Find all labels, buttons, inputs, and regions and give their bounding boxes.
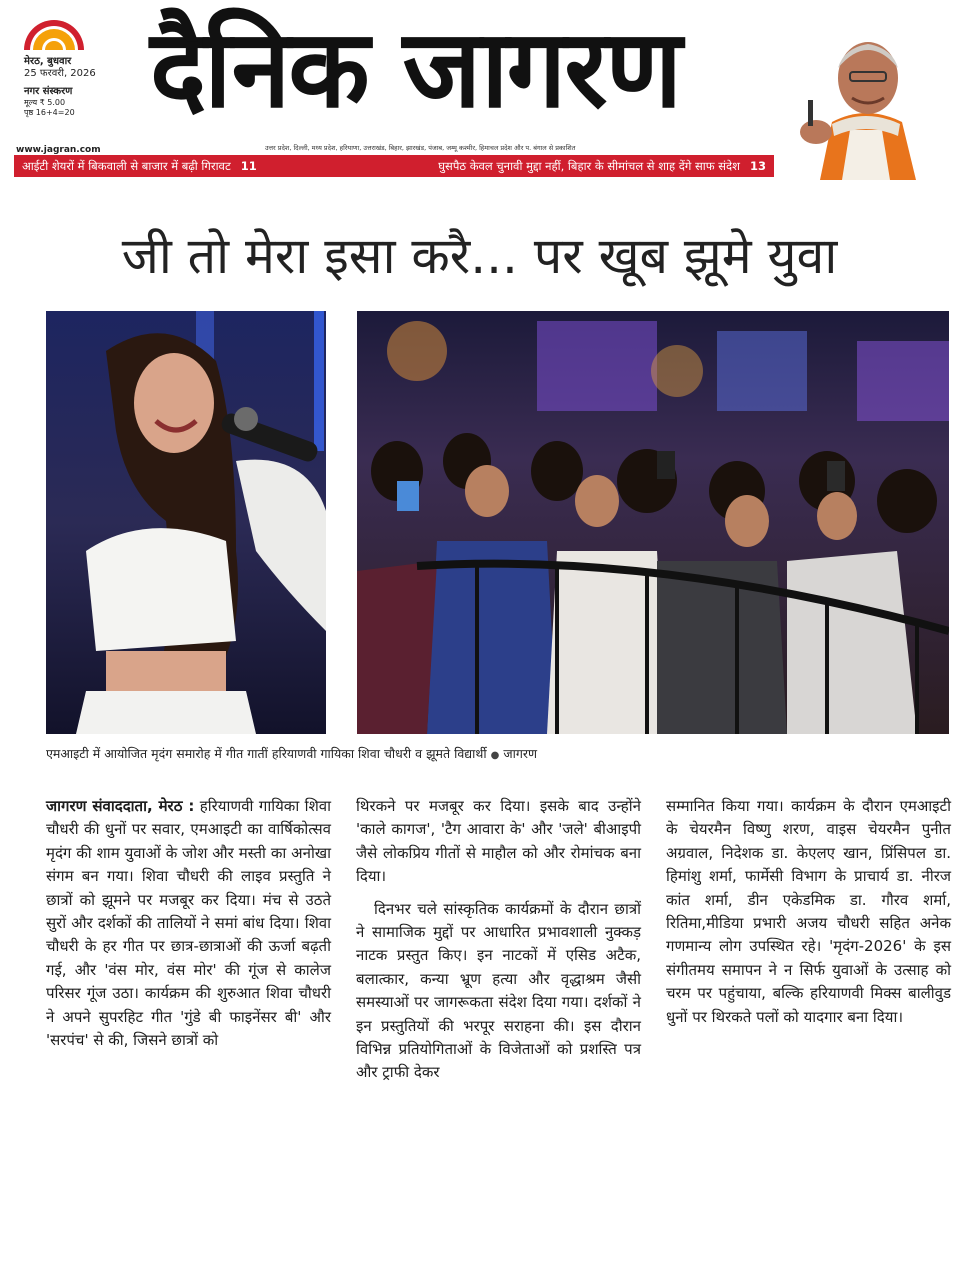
article-column-1	[46, 795, 331, 1052]
edition-name: नगर संस्करण	[24, 86, 73, 97]
article-column-3	[666, 795, 951, 1029]
article-column-2	[356, 795, 641, 1085]
headline: जी तो मेरा इसा करै... पर खूब झूमे युवा	[121, 227, 838, 285]
teaser-right-page: 13	[749, 159, 766, 173]
teaser-left-text: आईटी शेयरों में बिकवाली से बाजार में बढ़ी गिरावट	[22, 159, 231, 173]
paragraph-3: दिनभर चले सांस्कृतिक कार्यक्रमों के दौरान छात्रों ने सामाजिक मुद्दों पर आधारित प्रभावशाली नुक्कड़ नाटक प्रस्तुत किए। इन नाटकों में एसिड अटैक, बलात्कार, कन्या भ्रूण हत्या और वृद्धाश्रम जैसी समस्याओं पर जागरूकता संदेश दिया गया। दर्शकों ने इन प्रस्तुतियों की भरपूर सराहना की। इस दौरान विभिन्न प्रतियोगिताओं के विजेताओं को प्रशस्ति पत्र और ट्राफी देकर	[356, 899, 641, 1082]
issue-date: 25 फरवरी, 2026	[24, 68, 96, 79]
caption-credit: जागरण	[503, 746, 538, 761]
byline: जागरण संवाददाता, मेरठ :	[46, 797, 195, 815]
caption-text: एमआइटी में आयोजित मृदंग समारोह में गीत गातीं हरियाणवी गायिका शिवा चौधरी व झूमते विद्यार्थी	[46, 746, 487, 761]
paragraph-1	[46, 795, 331, 1052]
price: मूल्य ₹ 5.00	[24, 98, 66, 107]
singer-photo	[46, 311, 326, 734]
bullet-icon: ●	[490, 750, 500, 761]
photo-caption	[46, 745, 949, 765]
teaser-right-text: घुसपैठ केवल चुनावी मुद्दा नहीं, बिहार के सीमांचल से शाह देंगे साफ संदेश	[438, 159, 740, 173]
jagran-logo-icon	[22, 16, 86, 50]
edition-info	[24, 56, 144, 118]
teaser-left[interactable]	[22, 159, 257, 174]
paragraph-4: सम्मानित किया गया। कार्यक्रम के दौरान एमआइटी के चेयरमैन विष्णु शरण, वाइस चेयरमैन पुनीत अग्रवाल, निदेशक डा. केएलए खान, प्रिंसिपल डा. हिमांशु शर्मा, फार्मेसी विभाग के प्राचार्य डा. नीरज कांत शर्मा, डीन एकेडमिक डा. गौरव शर्मा, रितिमा,मीडिया प्रभारी अजय चौधरी सहित अनेक गणमान्य लोग उपस्थित रहे। 'मृदंग-2026' के इस संगीतमय समापन ने न सिर्फ युवाओं के उत्साह को चरम पर पहुंचाया, बल्कि हरियाणवी मिक्स बालीवुड धुनों पर थिरकते पलों को यादगार बना दिया।	[666, 797, 951, 1026]
masthead	[0, 0, 959, 182]
teaser-left-page: 11	[240, 159, 257, 173]
teaser-band	[14, 155, 774, 177]
leader-photo	[780, 12, 952, 180]
paper-name: दैनिक जागरण	[150, 7, 681, 132]
page-count: पृष्ठ 16+4=20	[24, 108, 75, 117]
city-day: मेरठ, बुधवार	[24, 56, 72, 67]
website-link[interactable]: www.jagran.com	[16, 145, 101, 155]
paragraph-1-text: हरियाणवी गायिका शिवा चौधरी की धुनों पर सवार, एमआइटी का वार्षिकोत्सव मृदंग की शाम युवाओं के जोश और मस्ती का अनोखा संगम बन गया। शिवा चौधरी की लाइव प्रस्तुति ने छात्रों को झूमने पर मजबूर कर दिया। मंच से उठते सुरों और दर्शकों की तालियों ने समां बांध दिया। शिवा चौधरी के हर गीत पर छात्र-छात्राओं की ऊर्जा बढ़ती गई, और 'वंस मोर, वंस मोर' की गूंज से कालेज परिसर गूंज उठा। कार्यक्रम की शुरुआत शिवा चौधरी ने अपने सुपरहिट गीत 'गुंडे बी फाइनेंसर बी' और 'सरपंच' से की, जिसने छात्रों को	[46, 797, 331, 1050]
paragraph-2: थिरकने पर मजबूर कर दिया। इसके बाद उन्होंने 'काले कागज', 'टैग आवारा के' और 'जले' बीआइपी जैसे लोकप्रिय गीतों से माहौल को और रोमांचक बना दिया।	[356, 797, 641, 886]
states-line: उत्तर प्रदेश, दिल्ली, मध्य प्रदेश, हरियाणा, उत्तराखंड, बिहार, झारखंड, पंजाब, जम्मू कश्मीर, हिमाचल प्रदेश और प. बंगाल से प्रकाशित	[265, 144, 576, 152]
crowd-photo	[357, 311, 949, 734]
teaser-right[interactable]	[438, 159, 766, 174]
